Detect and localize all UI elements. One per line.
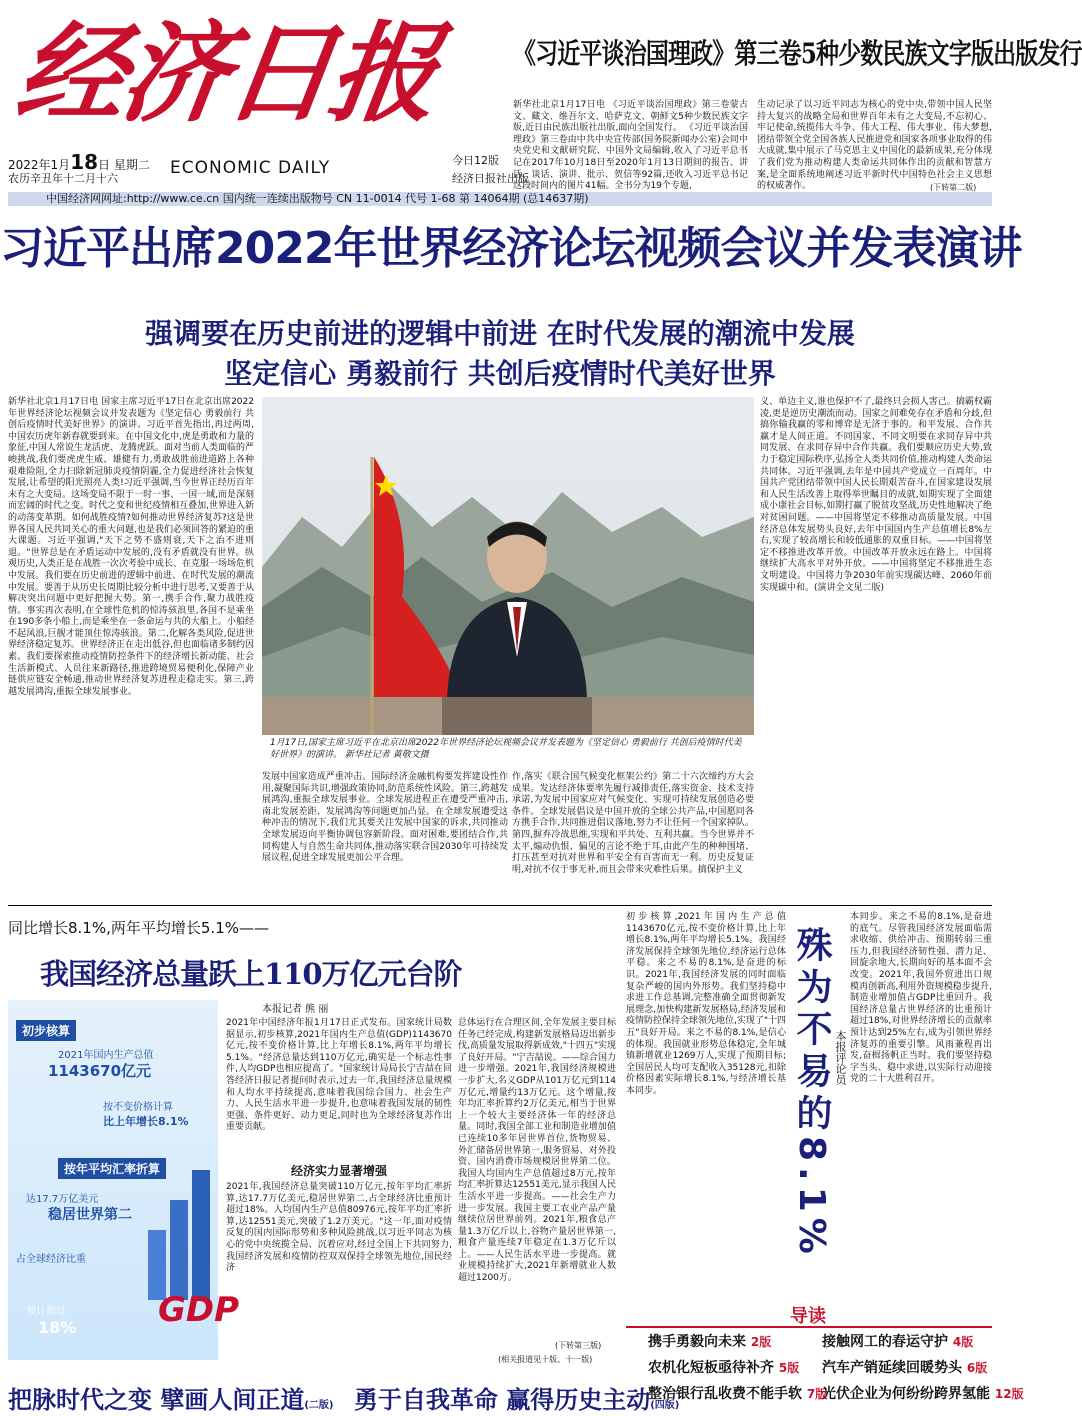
infographic-line-2: 按不变价格计算	[103, 1102, 173, 1113]
top-story-col1: 新华社北京1月17日电 《习近平谈治国理政》第三卷蒙古文、藏文、维吾尔文、哈萨克文、朝鲜文5种少数民族文字版,近日由民族出版社出版,面向全国发行。 《习近平谈治国理政》第三卷由中共中央宣传部(国务院新闻办公室)会同中央党史和文献研究院、中国外文局编辑,收入了习近平总书记在2017年10月18日至2020年1月13日期间的报告、讲话、谈话、演讲、批示、贺信等92篇,还收入习近平总书记这段时间内的图片41幅。全书分为19个专题,	[513, 100, 748, 192]
economy-col-1b: 2021年,我国经济总量突破110万亿元,按年平均汇率折算,达17.7万亿美元,稳居世界第二,占全球经济比重预计超过18%。人均国内生产总值80976元,按年平均汇率折算,达12551美元,突破了1.2万美元。"这一年,面对疫情反复的国内国际形势和多种风险挑战,以习近平同志为核心的党中央统揽全局、沉着应对,经过全国上下共同努力,我国经济发展和疫情防控双双保持全球领先地位,国民经济	[226, 1182, 452, 1274]
guide-title: 导读	[790, 1306, 826, 1327]
bar-graphic-2	[170, 1200, 188, 1300]
guide-item-label: 光伏企业为何纷纷跨界氢能	[822, 1386, 990, 1402]
infographic-value-1: 1143670亿元	[48, 1062, 152, 1080]
guide-item-page: 4版	[952, 1335, 974, 1349]
commentary-title: 殊为不易的8.1%	[791, 926, 832, 1260]
bar-graphic-3	[192, 1170, 210, 1300]
lunar-date: 农历辛丑年十二月十六	[8, 172, 118, 185]
infographic-value-4: 18%	[38, 1318, 77, 1337]
infographic-line-1: 2021年国内生产总值	[58, 1050, 154, 1061]
infographic-line-2b: 比上年增长8.1%	[103, 1115, 189, 1128]
guide-item-2[interactable]	[822, 1330, 973, 1354]
economy-infographic	[8, 1000, 240, 1360]
banner-left[interactable]: 把脉时代之变 擘画人间正道	[8, 1386, 305, 1414]
economy-kicker: 同比增长8.1%,两年平均增长5.1%——	[8, 919, 269, 937]
lead-col-right: 义、单边主义,谁也保护不了,最终只会损人害己。搞霸权霸凌,更是逆历史潮流而动。国家之间难免存在矛盾和分歧,但搞你输我赢的零和博弈是无济于事的。和平发展、合作共赢才是人间正道。不同国家、不同文明要在求同存异中共同发展、在求同存异中合作共赢。我们要顺应历史大势,致力于稳定国际秩序,弘扬全人类共同价值,推动构建人类命运共同体。习近平强调,去年是中国共产党成立一百周年。中国共产党团结带领中国人民长期艰苦奋斗,在国家建设发展和人民生活改善上取得举世瞩目的成就,如期实现了全面建成小康社会目标,如期打赢了脱贫攻坚战,历史性地解决了绝对贫困问题。——中国将坚定不移推动高质量发展。中国经济总体发展势头良好,去年中国国内生产总值增长8%左右,实现了较高增长和较低通胀的双重目标。——中国将坚定不移推进改革开放。中国改革开放永远在路上。中国将继续扩大高水平对外开放。——中国将坚定不移推进生态文明建设。中国将力争2030年前实现碳达峰、2060年前实现碳中和。(演讲全文见二版)	[760, 397, 992, 593]
lead-col-left: 新华社北京1月17日电 国家主席习近平17日在北京出席2022年世界经济论坛视频会议并发表题为《坚定信心 勇毅前行 共创后疫情时代美好世界》的演讲。习近平首先指出,再过两周,中国农历虎年新春就要到来。在中国文化中,虎是勇敢和力量的象征,中国人常说生龙活虎、龙腾虎跃。面对当前人类面临的严峻挑战,我们要虎虎生威、雄健有力,勇敢战胜前进道路上各种艰难险阻,全力扫除新冠肺炎疫情阴霾,全力促进经济社会恢复发展,让希望的阳光照亮人类!习近平强调,当今世界正经历百年未有之大变局。这场变局不限于一时一事、一国一域,而是深刻而宏阔的时代之变。时代之变和世纪疫情相互叠加,世界进入新的动荡变革期。如何战胜疫情?如何推动世界经济复苏?这是世界各国人民共同关心的重大问题,也是我们必须回答的紧迫的重大课题。习近平强调,"天下之势不盛则衰,天下之治不进则退。"世界总是在矛盾运动中发展的,没有矛盾就没有世界。纵观历史,人类正是在战胜一次次考验中成长、在克服一场场危机中发展。我们要在历史前进的逻辑中前进、在时代发展的潮流中发展。要善于从历史长周期比较分析中进行思考,又要善于从解决突出问题中更好把握大势。第一,携手合作,聚力战胜疫情。事实再次表明,在全球性危机的惊涛骇浪里,各国不是乘坐在190多条小船上,而是乘坐在一条命运与共的大船上。小船经不起风浪,巨舰才能顶住惊涛骇浪。第二,化解各类风险,促进世界经济稳定复苏。世界经济正在走出低谷,但也面临诸多制约因素。我们要探索推动疫情防控条件下的经济增长新动能、社会生活新模式、人员往来新路径,推进跨境贸易便利化,保障产业链供应链安全畅通,推动世界经济复苏进程走稳走实。第三,跨越发展鸿沟,重振全球发展事业。	[8, 397, 254, 697]
lead-photo	[262, 397, 754, 735]
commentary-col-2: 本同步。来之不易的8.1%,是奋进的底气。尽管我国经济发展面临需求收缩、供给冲击、预期转弱三重压力,但我国经济韧性强、潜力足、回旋余地大,长期向好的基本面不会改变。2021年,我国外贸进出口规模再创新高,利用外资规模稳步提升,制造业增加值占GDP比重回升。我国经济总量占世界经济的比重预计超过18%,对世界经济增长的贡献率预计达到25%左右,成为引领世界经济复苏的重要引擎。风雨兼程再出发,奋楫扬帆正当时。我们要坚持稳字当头、稳中求进,以实际行动迎接党的二十大胜利召开。	[850, 912, 992, 1085]
commentary-col-1: 初步核算,2021年国内生产总值1143670亿元,按不变价格计算,比上年增长8.1%,两年平均增长5.1%。我国经济发展保持全球领先地位,经济运行总体平稳。来之不易的8.1%,是奋进的标识。2021年,我国经济发展的同时面临复杂严峻的国内外形势。我们坚持稳中求进工作总基调,完整准确全面贯彻新发展理念,加快构建新发展格局,经济发展和疫情防控保持全球领先地位,实现了"十四五"良好开局。来之不易的8.1%,是信心的体现。我国就业形势总体稳定,全年城镇新增就业1269万人,实现了预期目标;全国居民人均可支配收入35128元,扣除价格因素实际增长8.1%,与经济增长基本同步。	[626, 912, 787, 1096]
date-day: 18	[70, 150, 99, 174]
commentary-author: 本报评论员	[834, 1030, 847, 1085]
infographic-badge-2: 按年平均汇率折算	[58, 1158, 166, 1179]
infographic-line-4b: 预计超过	[26, 1306, 66, 1317]
photo-caption: 1月17日,国家主席习近平在北京出席2022年世界经济论坛视频会议并发表题为《坚定信心 勇毅前行 共创后疫情时代美好世界》的演讲。 新华社记者 黄敬文摄	[270, 738, 742, 760]
infographic-line-3: 达17.7万亿美元	[26, 1194, 99, 1205]
lead-subheadline-1: 强调要在历史前进的逻辑中前进 在时代发展的潮流中发展	[145, 317, 855, 350]
lead-col-mid-left: 发展中国家造成严重冲击。国际经济金融机构要发挥建设性作用,凝聚国际共识,增强政策协同,防范系统性风险。第三,跨越发展鸿沟,重振全球发展事业。全球发展进程正在遭受严重冲击,南北发展差距、发展鸿沟等问题更加凸显。在全球发展遭受这种冲击的情况下,我们尤其要关注发展中国家的诉求,共同推动全球发展迈向平衡协调包容新阶段。面对困难,要团结合作,共同构建人与自然生命共同体,推动落实联合国2030年可持续发展议程,促进全球发展更加公平合理。	[262, 772, 508, 864]
lead-headline: 习近平出席2022年世界经济论坛视频会议并发表演讲	[0, 223, 1022, 274]
guide-item-label: 农机化短板亟待补齐	[648, 1360, 774, 1376]
commentary-title-block	[791, 926, 832, 1260]
english-name: ECONOMIC DAILY	[170, 158, 331, 178]
photo-illustration	[262, 397, 754, 735]
economy-col-2: 总体运行在合理区间,全年发展主要目标任务已经完成,构建新发展格局迈出新步伐,高质量发展取得新成效,"十四五"实现了良好开局。"宁吉喆说。——综合国力进一步增强。2021年,我国经济规模进一步扩大,名义GDP从101万亿元到114万亿元,增量约13万亿元。这个增量,按年均汇率折算约2万亿美元,相当于世界上一个较大主要经济体一年的经济总量。同时,我国全部工业和制造业增加值已连续10多年居世界首位,货物贸易、外汇储备居世界第一,服务贸易、对外投资、国内消费市场规模居世界第二位。我国人均国内生产总值超过8万元,按年均汇率折算达12551美元,显示我国人民生活水平进一步提高。——社会生产力进一步发展。我国主要工农业产品产量继续位居世界前列。2021年,粮食总产量1.3万亿斤以上,谷物产量居世界第一,粮食产量连续7年稳定在1.3万亿斤以上。——人民生活水平进一步提高。就业规模持续扩大,2021年新增就业人数超过1200万。	[458, 1018, 617, 1284]
guide-item-page: 6版	[966, 1361, 988, 1375]
top-story-title: 《习近平谈治国理政》第三卷5种少数民族文字版出版发行	[513, 37, 1082, 70]
guide-list	[626, 1326, 1024, 1402]
guide-item-label: 汽车产销延续回暖势头	[822, 1360, 962, 1376]
economy-related: (相关报道见十版、十一版)	[498, 1355, 593, 1364]
guide-item-4[interactable]	[822, 1356, 987, 1380]
section-divider	[8, 905, 992, 906]
logo-text: 经济日报	[9, 11, 443, 137]
lead-subheadline-2: 坚定信心 勇毅前行 共创后疫情时代美好世界	[224, 357, 776, 390]
guide-item-page: 5版	[778, 1361, 800, 1375]
pages-count: 今日12版	[452, 154, 499, 167]
newspaper-logo	[9, 8, 488, 148]
infographic-gdp: GDP	[158, 1290, 240, 1330]
lead-col-mid-right: 作,落实《联合国气候变化框架公约》第二十六次缔约方大会成果。发达经济体要率先履行减排责任,落实资金、技术支持承诺,为发展中国家应对气候变化、实现可持续发展创造必要条件。全球发展倡议是中国开放的全球公共产品,中国愿同各方携手合作,共同推进倡议落地,努力不让任何一个国家掉队。第四,摒弃冷战思维,实现和平共处、互利共赢。当今世界并不太平,煽动仇恨、偏见的言论不绝于耳,由此产生的种种围堵、打压甚至对抗对世界和平安全有百害而无一利。历史反复证明,对抗不仅于事无补,而且会带来灾难性后果。搞保护主义	[512, 772, 754, 875]
infographic-line-4: 占全球经济比重	[16, 1254, 86, 1265]
guide-item-page: 12版	[994, 1387, 1024, 1401]
infographic-badge-1: 初步核算	[16, 1020, 76, 1041]
bottom-banner	[8, 1380, 680, 1415]
top-story-col2: 生动记录了以习近平同志为核心的党中央,带领中国人民坚持大复兴的战略全局和世界百年未有之大变局,不忘初心、牢记使命,统揽伟大斗争、伟大工程、伟大事业、伟大梦想,团结带领全党全国各族人民推进党和国家各项事业取得的伟大成就,集中展示了马克思主义中国化的最新成果,充分体现了我们党为推动构建人类命运共同体作出的贡献和智慧方案,是全面系统地阐述习近平新时代中国特色社会主义思想的权威著作。	[757, 100, 992, 192]
guide-item-label: 整治银行乱收费不能手软	[648, 1386, 802, 1402]
banner-left-page: (二版)	[304, 1400, 334, 1411]
economy-continued: (下转第三版)	[555, 1341, 602, 1350]
guide-item-label: 接触网工的春运守护	[822, 1334, 948, 1350]
publisher: 经济日报社出版	[452, 172, 529, 185]
top-story-continued: (下转第二版)	[930, 183, 977, 192]
guide-item-3[interactable]	[648, 1356, 799, 1380]
guide-item-1[interactable]	[648, 1330, 771, 1354]
economy-title: 我国经济总量跃上110万亿元台阶	[40, 957, 462, 991]
infographic-line-3b: 稳居世界第二	[48, 1207, 132, 1223]
date-prefix: 2022年1月	[8, 158, 71, 172]
guide-item-label: 携手勇毅向未来	[648, 1334, 746, 1350]
banner-right-page: (四版)	[650, 1400, 680, 1411]
economy-subhead: 经济实力显著增强	[290, 1164, 387, 1178]
banner-right[interactable]: 勇于自我革命 赢得历史主动	[353, 1386, 651, 1414]
guide-item-6[interactable]	[822, 1382, 1024, 1406]
info-bar: 中国经济网网址:http://www.ce.cn 国内统一连续出版物号 CN 11-0014 代号 1-68 第 14064期 (总14637期)	[8, 192, 992, 206]
date-suffix: 日 星期二	[98, 158, 150, 172]
guide-item-page: 2版	[750, 1335, 772, 1349]
economy-col-1: 2021年中国经济年报1月17日正式发布。国家统计局数据显示,初步核算,2021年国内生产总值(GDP)1143670亿元,按不变价格计算,比上年增长8.1%,两年平均增长5.1%。"经济总量达到110万亿元,确实是一个标志性事件,人均GDP也相应提高了。"国家统计局局长宁吉喆在回答经济日报记者提问时表示,过去一年,我国经济总量规模和人均水平持续提高,意味着我国综合国力、社会生产力、人民生活水平进一步提升,也意味着我国发展的韧性更强、条件更好、动力更足,同时也为全球经济复苏作出重要贡献。	[226, 1018, 452, 1133]
guide-item-page: 7版	[806, 1387, 828, 1401]
economy-byline: 本报记者 熊 丽	[262, 1004, 329, 1015]
